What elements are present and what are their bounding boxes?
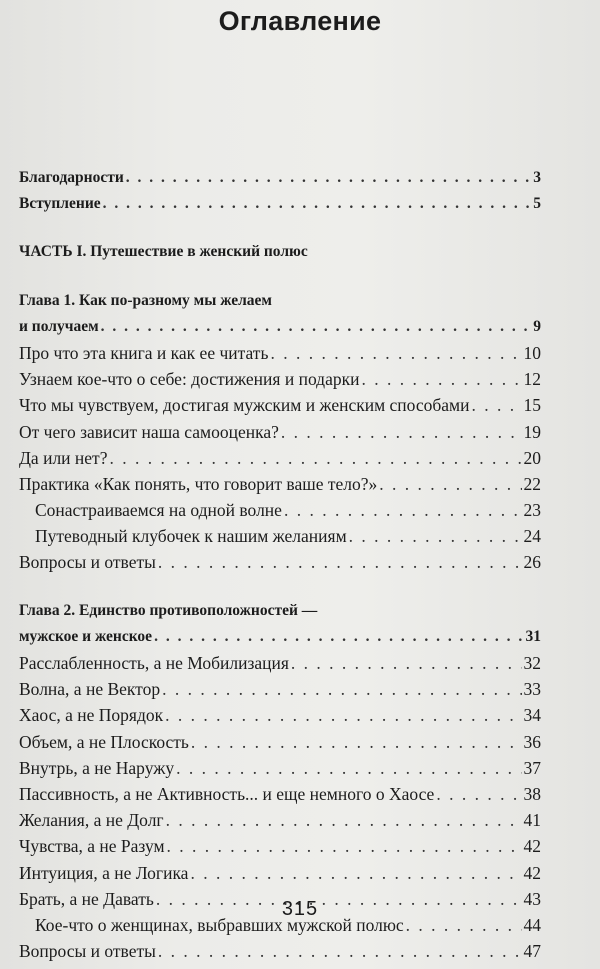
toc-entry-label: Интуиция, а не Логика [19, 862, 189, 883]
spacer [19, 217, 541, 239]
dot-leader [284, 497, 522, 523]
toc-entry-label: Кое-что о женщинах, выбравших мужской полюс [35, 914, 404, 935]
toc-entry [19, 419, 541, 445]
toc-entry-label: Про что эта книга и как ее читать [19, 342, 269, 363]
dot-leader [349, 523, 522, 549]
toc-entry-page: 41 [523, 810, 541, 831]
toc-entry-label: Чувства, а не Разум [19, 836, 165, 857]
toc-entry-acknowledgements [19, 165, 541, 191]
toc-entry-page: 9 [533, 317, 541, 335]
page-title: Оглавление [218, 6, 382, 36]
dot-leader [162, 676, 521, 702]
dot-leader [361, 366, 521, 392]
toc-entry-label: Вступление [19, 195, 101, 213]
dot-leader [379, 471, 521, 497]
toc-entry-page: 33 [523, 679, 541, 700]
toc-entry [19, 755, 541, 781]
toc-entry [19, 523, 541, 549]
toc-entry-introduction [19, 191, 541, 217]
toc-entry-page: 22 [523, 473, 541, 494]
part-heading: ЧАСТЬ I. Путешествие в женский полюс [19, 243, 308, 261]
spacer [19, 576, 541, 598]
toc-entry-label: Желания, а не Долг [19, 810, 164, 831]
toc-entry [19, 445, 541, 471]
toc-entry [19, 392, 541, 418]
toc-entry-label: Хаос, а не Порядок [19, 705, 164, 726]
dot-leader [471, 392, 521, 418]
toc-entry-page: 31 [525, 627, 541, 645]
dot-leader [109, 445, 521, 471]
chapter2-heading-line1: Глава 2. Единство противоположностей — [19, 601, 318, 619]
toc-entry [19, 650, 541, 676]
toc-entry-label: Вопросы и ответы [19, 941, 156, 962]
toc-entry-label: Брать, а не Давать [19, 888, 154, 909]
dot-leader [167, 833, 522, 859]
toc-entry-label: Расслабленность, а не Мобилизация [19, 653, 289, 673]
dot-leader [101, 314, 532, 340]
toc-entry-label: Вопросы и ответы [19, 552, 156, 573]
toc-entry [19, 366, 541, 392]
toc-entry-page: 47 [523, 941, 541, 962]
toc-entry [19, 807, 541, 833]
page-number: 315 [281, 898, 319, 920]
chapter2-heading-line2 [19, 624, 541, 650]
toc-entry [19, 833, 541, 859]
chapter1-heading-line2 [19, 314, 541, 340]
dot-leader [103, 191, 532, 217]
toc-entry-label: Благодарности [19, 169, 124, 186]
toc-entry-page: 24 [523, 526, 541, 547]
dot-leader [158, 938, 522, 964]
toc-entry-page: 36 [523, 731, 541, 752]
toc-entry [19, 729, 541, 755]
dot-leader [281, 419, 522, 445]
toc-entry [19, 781, 541, 807]
toc-entry-page: 38 [523, 783, 541, 804]
toc-entry-page: 44 [523, 914, 541, 935]
toc-entry [19, 938, 541, 964]
toc-entry-label: От чего зависит наша самооценка? [19, 421, 279, 442]
toc-entry [19, 860, 541, 886]
dot-leader [166, 807, 522, 833]
dot-leader [190, 860, 521, 886]
toc-entry-page: 19 [523, 421, 541, 442]
toc-entry-label: Волна, а не Вектор [19, 679, 161, 700]
dot-leader [291, 650, 522, 676]
dot-leader [158, 549, 522, 575]
dot-leader [165, 702, 521, 728]
toc-entry [19, 549, 541, 575]
dot-leader [191, 729, 522, 755]
toc-entry-page: 12 [523, 369, 541, 390]
toc-entry-label: Внутрь, а не Наружу [19, 757, 175, 778]
toc-entry-page: 5 [533, 195, 541, 213]
toc-entry-page: 34 [523, 705, 541, 726]
toc-entry-label: Путеводный клубочек к нашим желаниям [35, 526, 347, 547]
dot-leader [176, 755, 521, 781]
toc-entry-page: 20 [523, 447, 541, 468]
toc-entry [19, 676, 541, 702]
toc-entry-label: Узнаем кое-что о себе: достижения и подарки [19, 369, 360, 390]
chapter1-entries [19, 340, 541, 576]
toc-entry [19, 497, 541, 523]
dot-leader [270, 340, 521, 366]
toc-entry [19, 340, 541, 366]
table-of-contents [19, 165, 541, 964]
toc-entry-label: и получаем [19, 317, 99, 335]
spacer [19, 266, 541, 288]
toc-entry-page: 37 [523, 757, 541, 778]
toc-entry-page: 15 [523, 395, 541, 416]
toc-entry-label: Практика «Как понять, что говорит ваше тело?» [19, 473, 378, 494]
toc-entry-page: 42 [523, 836, 541, 857]
dot-leader [436, 781, 521, 807]
toc-entry-page: 32 [523, 653, 541, 673]
toc-entry-page: 43 [523, 888, 541, 909]
toc-entry-page: 10 [523, 342, 541, 363]
toc-entry-label: Сонастраиваемся на одной волне [35, 500, 282, 521]
toc-entry-label: Да или нет? [19, 447, 108, 468]
toc-entry [19, 702, 541, 728]
chapter1-heading-line1: Глава 1. Как по-разному мы желаем [19, 291, 272, 309]
toc-entry-page: 3 [533, 169, 541, 186]
toc-entry-page: 42 [523, 862, 541, 883]
toc-entry-page: 23 [523, 500, 541, 521]
toc-entry-label: Пассивность, а не Активность... и еще немного о Хаосе [19, 783, 435, 804]
toc-entry-label: мужское и женское [19, 627, 153, 645]
dot-leader [126, 165, 531, 191]
toc-entry-label: Объем, а не Плоскость [19, 731, 189, 752]
toc-entry-page: 26 [523, 552, 541, 573]
toc-entry-label: Что мы чувствуем, достигая мужским и женским способами [19, 395, 470, 416]
toc-entry [19, 471, 541, 497]
dot-leader [154, 624, 523, 650]
